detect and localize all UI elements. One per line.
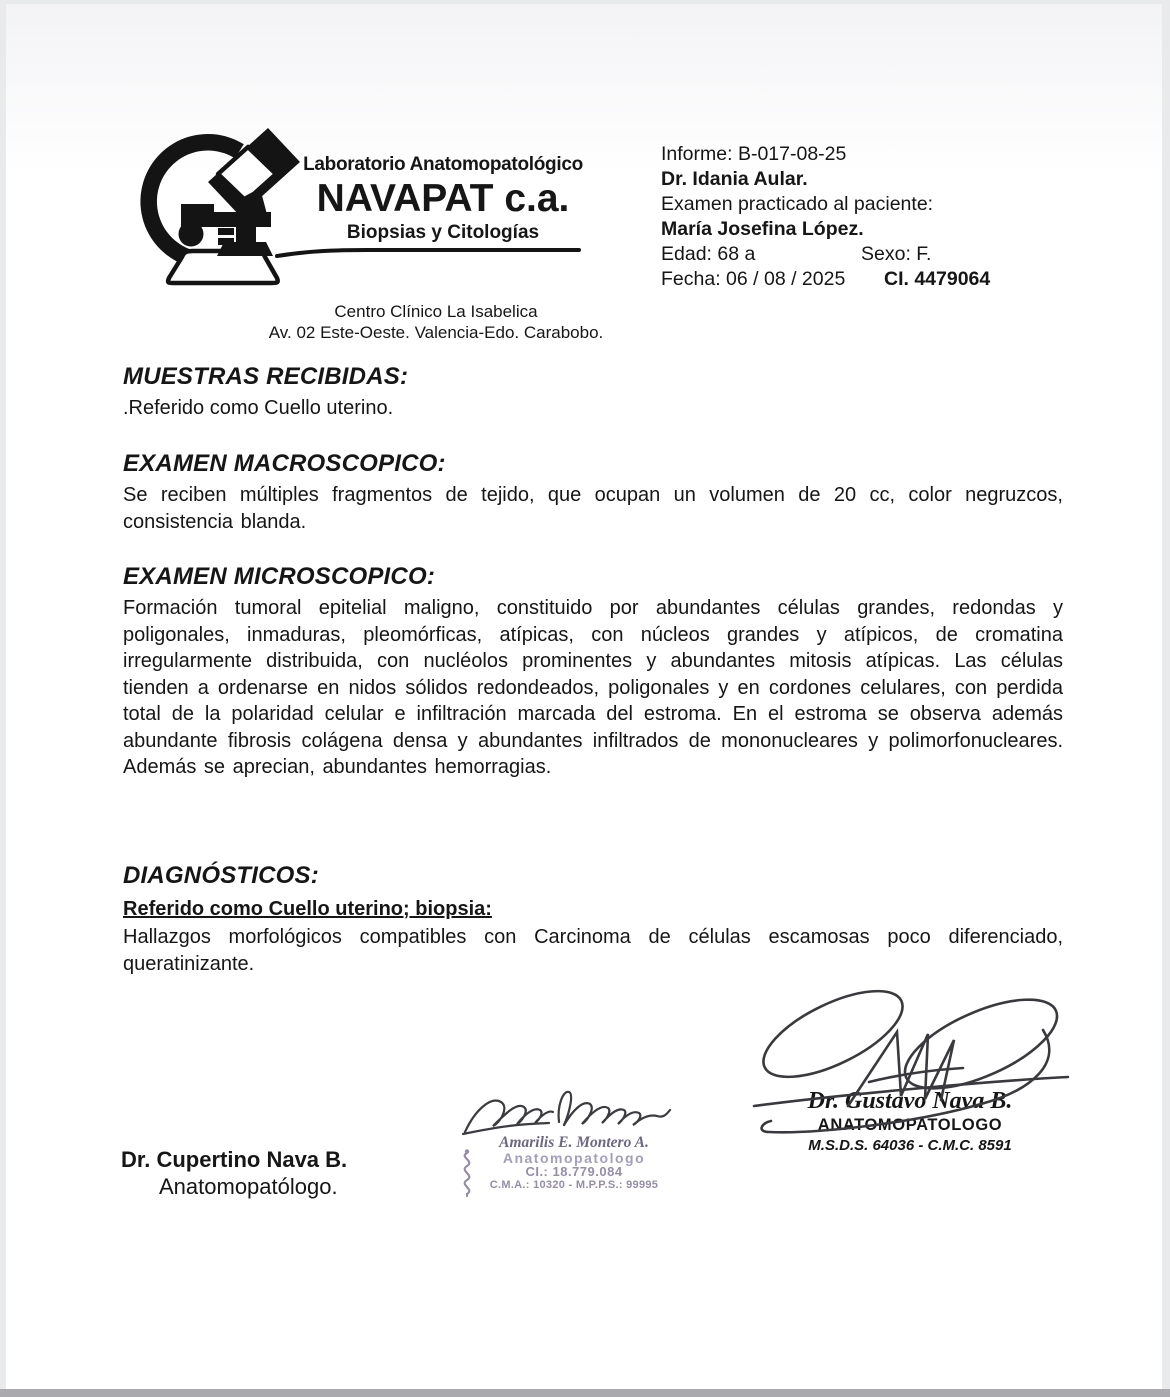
macroscopico-title: EXAMEN MACROSCOPICO: <box>123 450 446 477</box>
diagnosticos-title: DIAGNÓSTICOS: <box>123 862 319 889</box>
amarilis-stamp-block <box>454 1135 694 1192</box>
caduceus-icon <box>456 1148 478 1198</box>
microscopico-title: EXAMEN MICROSCOPICO: <box>123 563 436 590</box>
muestras-body: .Referido como Cuello uterino. <box>123 397 394 419</box>
logo-brand-name: NAVAPAT c.a. <box>316 177 570 220</box>
macroscopico-body: Se reciben múltiples fragmentos de tejido, que ocupan un volumen de 20 cc, color negruzcos, consistencia blanda. <box>123 484 1063 533</box>
address-line2: Av. 02 Este-Oeste. Valencia-Edo. Carabobo. <box>268 323 604 342</box>
document-page <box>6 4 1162 1389</box>
referring-doctor: Dr. Idania Aular. <box>661 168 808 190</box>
muestras-title: MUESTRAS RECIBIDAS: <box>123 363 409 390</box>
logo-tagline-top: Laboratorio Anatomopatológico <box>303 154 583 175</box>
gustavo-name: Dr. Gustavo Nava B. <box>807 1088 1013 1114</box>
logo-text-block <box>300 153 586 245</box>
cupertino-name: Dr. Cupertino Nava B. <box>121 1147 348 1172</box>
lab-address <box>136 301 736 343</box>
patient-ci: CI. 4479064 <box>884 268 991 290</box>
amarilis-title: Anatomopatologo <box>502 1150 646 1166</box>
amarilis-ci: CI.: 18.779.084 <box>525 1164 623 1179</box>
cupertino-signature-block <box>121 1146 461 1200</box>
exam-label: Examen practicado al paciente: <box>661 193 934 215</box>
microscopico-body: Formación tumoral epitelial maligno, constituido por abundantes células grandes, redondas y poligonales, inmaduras, pleomórficas, atípicas, con núcleos grandes y atípicos, de cromatina irregularmente distribuida, con nucléolos prominentes y abundantes mitosis atípicas. Las células tienden a ordenarse en nidos sólidos redondeados, poligonales y en cordones celulares, con perdida total de la polaridad celular e infiltración marcada del estroma. En el estroma se observa además abundante fibrosis colágena densa y abundantes infiltrados de mononucleares y polimorfonucleares. Además se aprecian, abundantes hemorragias. <box>123 597 1063 778</box>
address-line1: Centro Clínico La Isabelica <box>334 302 538 321</box>
diagnosticos-subtitle: Referido como Cuello uterino; biopsia: <box>123 898 492 920</box>
report-date: Fecha: 06 / 08 / 2025 <box>661 268 846 290</box>
amarilis-signature-icon <box>461 1082 676 1140</box>
logo-tagline-bottom: Biopsias y Citologías <box>346 222 540 243</box>
amarilis-registry: C.M.A.: 10320 - M.P.P.S.: 99995 <box>489 1178 659 1191</box>
diagnosticos-body: Hallazgos morfológicos compatibles con Carcinoma de células escamosas poco diferenciado, queratinizante. <box>123 926 1063 975</box>
gustavo-title: ANATOMOPATOLOGO <box>817 1116 1003 1134</box>
age-sex-line <box>661 242 1081 267</box>
patient-name: María Josefina López. <box>661 218 864 240</box>
page-bottom-edge <box>0 1389 1170 1397</box>
date-ci-line <box>661 267 1081 292</box>
gustavo-signature-block <box>754 1087 1066 1156</box>
report-info-block <box>661 142 1081 292</box>
patient-sex: Sexo: F. <box>861 243 932 265</box>
cupertino-title: Anatomopatólogo. <box>159 1174 338 1199</box>
amarilis-name: Amarilis E. Montero A. <box>499 1134 649 1151</box>
gustavo-registry: M.S.D.S. 64036 - C.M.C. 8591 <box>808 1137 1012 1154</box>
report-number: Informe: B-017-08-25 <box>661 143 847 165</box>
patient-age: Edad: 68 a <box>661 243 756 265</box>
